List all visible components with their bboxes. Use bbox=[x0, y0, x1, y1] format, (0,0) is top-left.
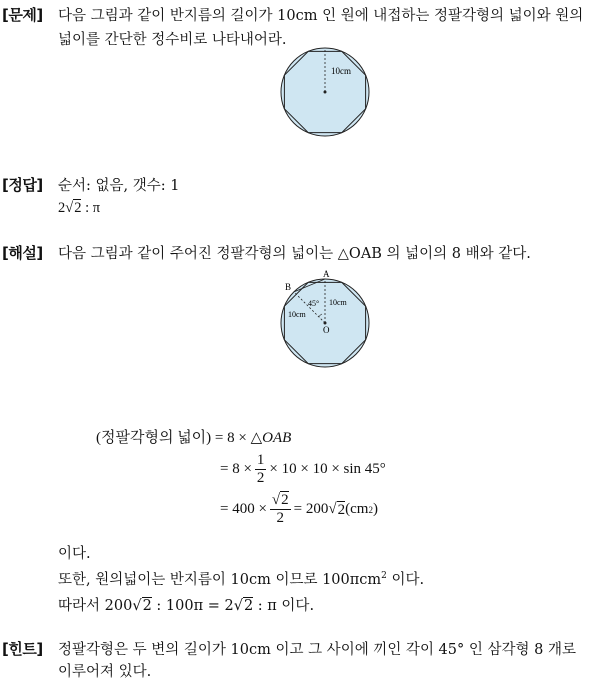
explanation-after-3: 따라서 200√2 : 100π = 2√2 : π 이다. bbox=[58, 598, 315, 614]
explanation-line-1: 다음 그림과 같이 주어진 정팔각형의 넓이는 △OAB 의 넓이의 8 배와 같다. bbox=[58, 246, 531, 262]
explanation-after-2 bbox=[58, 568, 424, 589]
explanation-figure bbox=[278, 270, 374, 370]
explanation-tag: [해설] bbox=[2, 244, 43, 262]
equation-line-3: = 400 × $\frac{√2}{2}$ = 200 √ 2 (cm 2 ) bbox=[220, 492, 378, 526]
eq2-den: 2 bbox=[256, 470, 265, 486]
hint-line-1: 정팔각형은 두 변의 길이가 10cm 이고 그 사이에 끼인 각이 45° 인 삼각형 8 개로 bbox=[58, 642, 576, 658]
after3-c: : π 이다. bbox=[253, 598, 315, 614]
eq3-post-a: = 200 bbox=[293, 501, 329, 517]
label-b: B bbox=[285, 282, 292, 292]
center-dot bbox=[324, 91, 327, 94]
side-label-ob: 10cm bbox=[288, 310, 306, 319]
answer-ratio-rad: 2 bbox=[74, 200, 82, 216]
problem-line-1: 다음 그림과 같이 반지름의 길이가 10cm 인 원에 내접하는 정팔각형의 넓이와 원의 bbox=[58, 8, 584, 24]
label-o: O bbox=[323, 325, 330, 335]
eq3-close: ) bbox=[372, 501, 378, 517]
answer-ratio-coef: 2 bbox=[58, 200, 66, 216]
problem-figure bbox=[278, 46, 374, 140]
eq3-pre: = 400 × bbox=[220, 501, 267, 517]
side-label-oa: 10cm bbox=[329, 298, 347, 307]
eq3-sup: 2 bbox=[368, 504, 373, 515]
eq3-post-rad: 2 bbox=[337, 501, 346, 518]
eq2-post: × 10 × 10 × sin 45° bbox=[269, 461, 386, 477]
hint-tag: [힌트] bbox=[2, 640, 43, 658]
answer-tag: [정답] bbox=[2, 176, 43, 194]
eq3-post-b: (cm bbox=[345, 501, 369, 517]
after2-a: 또한, 원의넓이는 반지름이 10cm 이므로 100πcm bbox=[58, 572, 382, 588]
eq3-den: 2 bbox=[276, 510, 285, 526]
eq2-fraction bbox=[255, 452, 267, 487]
answer-ratio: 2√2 : π bbox=[58, 200, 101, 216]
explanation-after-1: 이다. bbox=[58, 546, 91, 562]
after2-b: 이다. bbox=[386, 572, 425, 588]
after3-a: 따라서 200 bbox=[58, 598, 133, 614]
eq1-var: OAB bbox=[262, 430, 292, 446]
after3-b: : 100π = 2 bbox=[151, 598, 234, 614]
eq3-num-rad: 2 bbox=[281, 492, 289, 508]
problem-tag: [문제] bbox=[2, 6, 43, 24]
after3-rad2: 2 bbox=[243, 598, 254, 614]
radius-label: 10cm bbox=[331, 66, 351, 76]
angle-label: 45° bbox=[308, 299, 320, 308]
equation-line-1 bbox=[96, 426, 291, 447]
hint-line-2: 이루어져 있다. bbox=[58, 664, 152, 680]
problem-line-2: 넓이를 간단한 정수비로 나타내어라. bbox=[58, 32, 287, 48]
eq2-pre: = 8 × bbox=[220, 461, 252, 477]
equation-line-2 bbox=[220, 452, 386, 487]
label-a: A bbox=[323, 270, 330, 279]
eq1-lhs: (정팔각형의 넓이) = 8 × △ bbox=[96, 430, 263, 446]
eq2-num: 1 bbox=[256, 452, 265, 468]
answer-ratio-rest: : π bbox=[85, 200, 101, 216]
answer-line-1: 순서: 없음, 갯수: 1 bbox=[58, 178, 180, 194]
eq3-fraction bbox=[270, 492, 291, 527]
eq3-num: √2 bbox=[271, 492, 289, 508]
after2-sup: 2 bbox=[381, 571, 387, 582]
after3-rad1: 2 bbox=[142, 598, 152, 614]
